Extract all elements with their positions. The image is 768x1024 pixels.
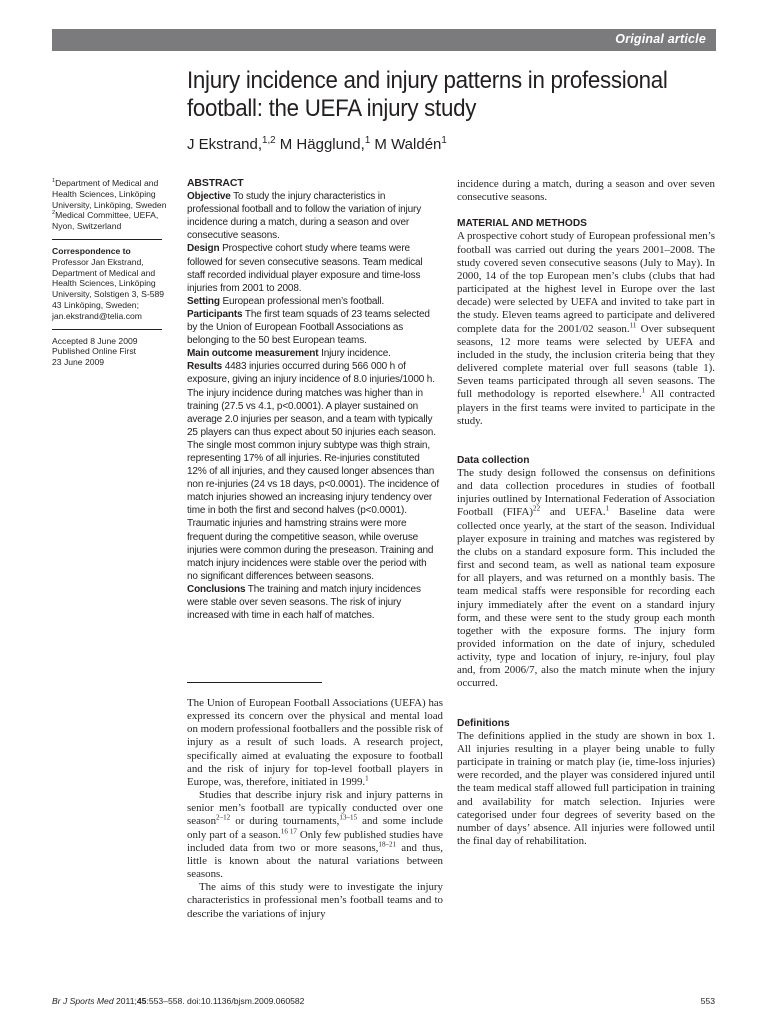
date-published-value: 23 June 2009	[52, 357, 105, 368]
reference[interactable]: 11	[629, 320, 637, 329]
abstract-label: Conclusions	[187, 583, 246, 595]
abstract-label: Design	[187, 243, 220, 255]
author-affiliation: 1	[364, 135, 371, 146]
abstract-heading: ABSTRACT	[187, 177, 244, 189]
section-heading-methods: MATERIAL AND METHODS	[457, 218, 587, 230]
author-name: M Waldén	[370, 136, 442, 153]
body-paragraph	[457, 467, 715, 691]
section-label: Original article	[615, 32, 706, 46]
spacer	[457, 204, 715, 217]
affiliation-text: Department of Medical and Health Sciences, Linköping University, Linköping, Sweden	[52, 178, 167, 210]
abstract-design	[187, 242, 439, 294]
abstract-text: Prospective cohort study where teams were followed for seven consecutive seasons. Team medical staff recorded individual player exposure and time-loss injuries from 2001 to 2008.	[187, 243, 423, 294]
journal-name: Br J Sports Med	[52, 996, 114, 1006]
body-text: Studies that describe injury risk and injury patterns in senior men’s football are typically conducted over one season	[187, 789, 443, 828]
body-text: Baseline data were collected once yearly, at the start of the season. Individual player exposure in training and matches was registered by the clubs on a standard exposure form. This included the first and second team, as well as national team exposure for all players, and was returned on a monthly basis. The team medical staffs were responsible for recording each injury immediately after the event on a standard injury form, and these were sent to the study group each month together with the exposure forms. The injury form provided information on the date of injury, scheduled activity, type and location of injury, re-injury, foul play and, from 2006/7, also the match minute when the injury occurred.	[457, 506, 716, 690]
body-text: and some include only part of a season.	[187, 815, 444, 841]
affiliation-number: 1	[52, 178, 56, 185]
body-paragraph	[457, 230, 715, 427]
body-text: or during tournaments,	[230, 815, 340, 828]
author-affiliation: 1,2	[262, 135, 276, 146]
reference[interactable]: 18–21	[378, 840, 397, 849]
spacer	[457, 441, 715, 454]
author-list	[187, 136, 447, 153]
date-accepted: Accepted 8 June 2009	[52, 335, 138, 346]
body-text: All contracted players in the first teams were invited to participate in the study.	[457, 388, 715, 427]
spacer	[457, 428, 715, 441]
abstract-text: The training and match injury incidences were stable over seven seasons. The risk of injury increased with time in each half of matches.	[187, 583, 421, 622]
body-text: and thus, little is known about the natural variations between seasons.	[187, 841, 443, 881]
intro-paragraph: The aims of this study were to investigate the injury characteristics in professional men’s football teams and to describe the variations of injury	[187, 881, 443, 920]
abstract-label: Participants	[187, 308, 243, 320]
abstract	[187, 177, 439, 622]
abstract-participants	[187, 308, 439, 347]
correspondence-label: Correspondence to	[52, 245, 131, 256]
section-heading-data-collection: Data collection	[457, 454, 530, 466]
spacer	[457, 691, 715, 704]
abstract-text: Injury incidence.	[318, 348, 391, 360]
abstract-objective	[187, 190, 439, 242]
citation-year: 2011;	[113, 996, 137, 1006]
abstract-text: European professional men’s football.	[219, 295, 385, 307]
body-text: Over subsequent seasons, 12 more teams were selected by UEFA and included in the study, the inclusion criteria being that they delivered complete material over full seasons (table 1). Seven teams participated through all seven seasons. The full methodology is reported elsewhere.	[457, 322, 715, 401]
body-text: and UEFA.	[540, 506, 606, 519]
abstract-setting	[187, 295, 439, 308]
abstract-label: Results	[187, 361, 223, 373]
author-affiliation: 1	[441, 135, 447, 146]
section-banner	[52, 29, 716, 51]
affiliation-text: Medical Committee, UEFA, Nyon, Switzerland	[52, 210, 159, 232]
spacer	[457, 704, 715, 717]
abstract-text: To study the injury characteristics in professional football and to follow the variation of injury incidence during a match, during a season and over consecutive seasons.	[187, 191, 422, 242]
abstract-label: Main outcome measurement	[187, 348, 319, 360]
abstract-label: Setting	[187, 295, 220, 307]
reference[interactable]: 2–12	[216, 813, 231, 822]
body-text: Only few published studies have included data from two or more seasons,	[187, 828, 443, 854]
abstract-divider	[187, 682, 322, 683]
affiliation-2	[52, 210, 172, 232]
abstract-text: 4483 injuries occurred during 566 000 h of exposure, giving an injury incidence of 8.0 injuries/1000 h. The injury incidence during matches was higher than in training (27.5 vs 4.1, p<0.0001). A player sustained on average 2.0 injuries per season, and a team with typically 25 players can thus expect about 50 injuries each season. The single most common injury subtype was thigh strain, representing 17% of all injuries. Re-injuries constituted 12% of all injuries, and they caused longer absences than non re-injuries (24 vs 18 days, p<0.0001). The incidence of match injuries showed an increasing injury tendency over time in both the first and second halves (p<0.0001). Traumatic injuries and hamstring strains were more frequent during the competitive season, while overuse injuries were common during the preseason. Training and match injury incidences were stable over the period with no significant differences between seasons.	[187, 361, 439, 582]
date-published: Published Online First	[52, 346, 137, 357]
citation-footer	[52, 996, 304, 1006]
citation-doi: :553–558. doi:10.1136/bjsm.2009.060582	[146, 996, 305, 1006]
reference[interactable]: 22	[533, 504, 541, 513]
abstract-text: The first team squads of 23 teams selected by the Union of European Football Associations as belonging to the 50 best European teams.	[187, 308, 430, 347]
abstract-label: Objective	[187, 191, 231, 203]
reference[interactable]: 1	[365, 774, 369, 783]
body-text: The study design followed the consensus on definitions and data collection procedures in studies of football injuries outlined by International Federation of Association Football (FIFA)	[457, 466, 715, 519]
reference[interactable]: 13–15	[339, 813, 358, 822]
body-text: The Union of European Football Associations (UEFA) has expressed its concern over the physical and mental load on modern professional footballers and the possible risk of injury as a result of such loads. A research project, specifically aimed at evaluating the exposure to football and the risk of injury for top-level football players in Europe, was, therefore, initiated in 1999.	[187, 697, 443, 788]
citation-volume: 45	[136, 996, 147, 1006]
affiliation-number: 2	[52, 210, 56, 217]
intro-paragraph	[187, 789, 443, 881]
reference[interactable]: 1	[641, 386, 646, 395]
sidebar-notes	[52, 178, 172, 368]
section-heading-definitions: Definitions	[457, 717, 510, 729]
divider	[52, 239, 162, 240]
reference[interactable]: 1	[605, 504, 610, 513]
author-name: J Ekstrand,	[187, 136, 263, 153]
correspondence-text: Professor Jan Ekstrand, Department of Medical and Health Sciences, Linköping University, Solstigen 3, S-589 43 Linköping, Sweden; jan.ekstrand@telia.com	[52, 256, 165, 321]
body-paragraph: incidence during a match, during a season and over seven consecutive seasons.	[457, 178, 715, 204]
page-number: 553	[700, 996, 715, 1006]
right-column	[457, 178, 715, 848]
abstract-conclusions	[187, 583, 439, 622]
affiliation-1	[52, 178, 172, 210]
article-title: Injury incidence and injury patterns in professional football: the UEFA injury study	[187, 67, 668, 122]
reference[interactable]: 16 17	[280, 826, 297, 835]
body-paragraph: The definitions applied in the study are shown in box 1. All injuries resulting in a player being unable to fully participate in training or match play (ie, time-loss injuries) were recorded, and the player was considered injured until the team medical staff allowed full participation in training and availability for match selection. Injuries were categorised under four degrees of severity based on the number of days’ absence. All injuries were followed until the final day of rehabilitation.	[457, 729, 715, 848]
divider	[52, 329, 162, 330]
abstract-results	[187, 360, 439, 583]
intro-paragraph	[187, 697, 443, 789]
introduction	[187, 697, 443, 921]
author-name: M Hägglund,	[275, 136, 365, 153]
body-text: A prospective cohort study of European professional men’s football was carried out during the years 2001–2008. The study covered seven consecutive seasons (July to May). In 2000, 14 of the top European men’s clubs (clubs that had participated at the highest level in Europe over the last decade) were selected by UEFA and invited to take part in the study. Eleven teams agreed to participate and delivered complete data for the 2001/02 season.	[457, 230, 715, 335]
abstract-outcome	[187, 347, 439, 360]
